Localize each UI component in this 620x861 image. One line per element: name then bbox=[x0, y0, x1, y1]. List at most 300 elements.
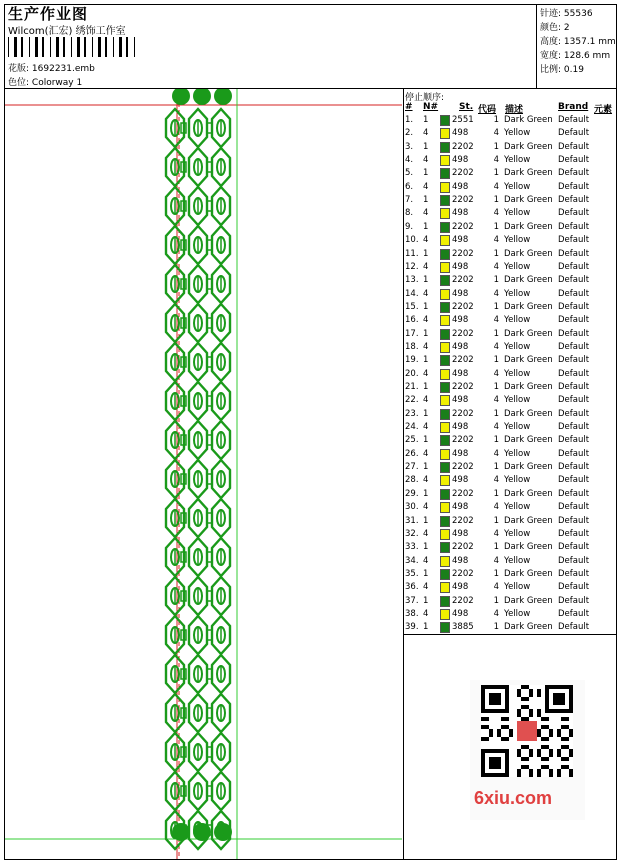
row-code: 4 bbox=[493, 502, 499, 513]
filename-label: 花版: bbox=[8, 64, 30, 74]
row-code: 1 bbox=[493, 515, 499, 526]
table-row bbox=[405, 422, 615, 435]
row-brand: Default bbox=[558, 328, 590, 339]
stat-width: 宽度: 128.6 mm bbox=[540, 51, 611, 61]
color-swatch bbox=[440, 249, 450, 260]
color-swatch bbox=[440, 502, 450, 513]
row-stitches: 498 bbox=[452, 208, 469, 219]
row-needle: 4 bbox=[423, 475, 429, 486]
row-stitches: 2202 bbox=[452, 515, 474, 526]
color-swatch bbox=[440, 529, 450, 540]
color-swatch bbox=[440, 329, 450, 340]
table-row bbox=[405, 462, 615, 475]
row-stitches: 2202 bbox=[452, 382, 474, 392]
row-description: Yellow bbox=[504, 235, 531, 246]
table-row bbox=[405, 249, 615, 262]
row-index: 17. bbox=[405, 328, 419, 339]
row-needle: 4 bbox=[423, 502, 429, 513]
row-needle: 4 bbox=[423, 368, 429, 379]
table-row bbox=[405, 302, 615, 315]
row-stitches: 2202 bbox=[452, 568, 474, 579]
row-needle: 4 bbox=[423, 261, 429, 272]
row-index: 36. bbox=[405, 582, 419, 593]
row-stitches: 498 bbox=[452, 475, 469, 486]
row-code: 4 bbox=[493, 341, 499, 352]
row-needle: 4 bbox=[423, 528, 429, 539]
color-swatch bbox=[440, 462, 450, 473]
table-row bbox=[405, 142, 615, 155]
row-code: 1 bbox=[493, 275, 499, 286]
row-brand: Default bbox=[558, 128, 590, 139]
color-swatch bbox=[440, 596, 450, 607]
table-row bbox=[405, 582, 615, 595]
row-brand: Default bbox=[558, 382, 590, 392]
row-code: 1 bbox=[493, 301, 499, 312]
color-swatch bbox=[440, 516, 450, 527]
row-needle: 1 bbox=[423, 328, 429, 339]
table-row bbox=[405, 489, 615, 502]
row-description: Dark Green bbox=[504, 275, 553, 286]
row-index: 28. bbox=[405, 475, 419, 486]
row-stitches: 2202 bbox=[452, 195, 474, 206]
table-row bbox=[405, 435, 615, 448]
row-description: Dark Green bbox=[504, 515, 553, 526]
row-description: Yellow bbox=[504, 181, 531, 192]
row-stitches: 498 bbox=[452, 502, 469, 513]
table-row bbox=[405, 208, 615, 221]
row-brand: Default bbox=[558, 168, 590, 179]
color-swatch bbox=[440, 208, 450, 219]
table-row bbox=[405, 155, 615, 168]
color-swatch bbox=[440, 302, 450, 313]
row-code: 1 bbox=[493, 568, 499, 579]
row-stitches: 498 bbox=[452, 261, 469, 272]
row-needle: 4 bbox=[423, 555, 429, 566]
row-code: 1 bbox=[493, 355, 499, 366]
row-index: 19. bbox=[405, 355, 419, 366]
col-header-num: # bbox=[405, 102, 413, 112]
stat-stitches: 针迹: 55536 bbox=[540, 9, 593, 19]
row-code: 1 bbox=[493, 542, 499, 553]
table-row bbox=[405, 449, 615, 462]
row-description: Yellow bbox=[504, 341, 531, 352]
design-preview bbox=[5, 89, 403, 859]
row-index: 37. bbox=[405, 595, 419, 606]
row-needle: 1 bbox=[423, 275, 429, 286]
row-brand: Default bbox=[558, 261, 590, 272]
row-description: Yellow bbox=[504, 315, 531, 326]
color-swatch bbox=[440, 449, 450, 460]
row-brand: Default bbox=[558, 355, 590, 366]
row-needle: 1 bbox=[423, 462, 429, 473]
row-description: Dark Green bbox=[504, 622, 553, 633]
table-row bbox=[405, 182, 615, 195]
row-description: Dark Green bbox=[504, 435, 553, 446]
table-row bbox=[405, 195, 615, 208]
row-brand: Default bbox=[558, 395, 590, 406]
row-brand: Default bbox=[558, 422, 590, 433]
row-brand: Default bbox=[558, 155, 590, 166]
row-description: Dark Green bbox=[504, 328, 553, 339]
color-swatch bbox=[440, 569, 450, 580]
row-brand: Default bbox=[558, 115, 590, 125]
row-index: 31. bbox=[405, 515, 419, 526]
design-filename bbox=[8, 61, 95, 74]
qr-card bbox=[470, 680, 585, 820]
row-stitches: 498 bbox=[452, 368, 469, 379]
row-needle: 1 bbox=[423, 195, 429, 206]
row-index: 15. bbox=[405, 301, 419, 312]
row-needle: 4 bbox=[423, 422, 429, 433]
color-swatch bbox=[440, 609, 450, 620]
row-needle: 1 bbox=[423, 301, 429, 312]
row-needle: 4 bbox=[423, 155, 429, 166]
row-code: 1 bbox=[493, 195, 499, 206]
table-row bbox=[405, 609, 615, 622]
row-index: 8. bbox=[405, 208, 414, 219]
row-stitches: 2202 bbox=[452, 595, 474, 606]
table-row bbox=[405, 569, 615, 582]
row-index: 25. bbox=[405, 435, 419, 446]
color-swatch bbox=[440, 289, 450, 300]
row-needle: 4 bbox=[423, 582, 429, 593]
row-description: Dark Green bbox=[504, 301, 553, 312]
row-needle: 4 bbox=[423, 341, 429, 352]
row-code: 4 bbox=[493, 422, 499, 433]
table-row bbox=[405, 168, 615, 181]
row-index: 4. bbox=[405, 155, 414, 166]
row-stitches: 498 bbox=[452, 608, 469, 619]
color-swatch bbox=[440, 355, 450, 366]
row-code: 4 bbox=[493, 181, 499, 192]
row-stitches: 2202 bbox=[452, 542, 474, 553]
table-row bbox=[405, 502, 615, 515]
row-code: 4 bbox=[493, 288, 499, 299]
row-description: Dark Green bbox=[504, 141, 553, 152]
table-row bbox=[405, 596, 615, 609]
colorway bbox=[8, 75, 82, 88]
table-row bbox=[405, 542, 615, 555]
row-stitches: 498 bbox=[452, 448, 469, 459]
row-description: Dark Green bbox=[504, 355, 553, 366]
table-row bbox=[405, 329, 615, 342]
table-row bbox=[405, 516, 615, 529]
row-stitches: 2202 bbox=[452, 435, 474, 446]
row-description: Dark Green bbox=[504, 168, 553, 179]
col-header-n: N# bbox=[423, 102, 439, 112]
row-code: 1 bbox=[493, 115, 499, 125]
row-index: 12. bbox=[405, 261, 419, 272]
row-brand: Default bbox=[558, 595, 590, 606]
table-row bbox=[405, 395, 615, 408]
row-stitches: 2202 bbox=[452, 328, 474, 339]
row-description: Yellow bbox=[504, 261, 531, 272]
row-description: Dark Green bbox=[504, 542, 553, 553]
row-index: 3. bbox=[405, 141, 414, 152]
row-stitches: 2202 bbox=[452, 488, 474, 499]
row-stitches: 498 bbox=[452, 315, 469, 326]
col-header-brand: Brand bbox=[558, 102, 589, 112]
table-row bbox=[405, 289, 615, 302]
row-code: 1 bbox=[493, 221, 499, 232]
row-code: 1 bbox=[493, 382, 499, 392]
row-index: 11. bbox=[405, 248, 419, 259]
row-brand: Default bbox=[558, 582, 590, 593]
row-needle: 1 bbox=[423, 141, 429, 152]
row-index: 30. bbox=[405, 502, 419, 513]
row-stitches: 498 bbox=[452, 181, 469, 192]
row-description: Dark Green bbox=[504, 488, 553, 499]
row-code: 4 bbox=[493, 448, 499, 459]
row-index: 5. bbox=[405, 168, 414, 179]
color-swatch bbox=[440, 342, 450, 353]
row-description: Yellow bbox=[504, 528, 531, 539]
table-row bbox=[405, 409, 615, 422]
row-stitches: 498 bbox=[452, 528, 469, 539]
row-code: 4 bbox=[493, 475, 499, 486]
row-needle: 1 bbox=[423, 382, 429, 392]
table-row bbox=[405, 115, 615, 128]
row-index: 32. bbox=[405, 528, 419, 539]
row-code: 1 bbox=[493, 248, 499, 259]
row-index: 13. bbox=[405, 275, 419, 286]
row-code: 4 bbox=[493, 155, 499, 166]
company-name: Wilcom(汇宏) 绣饰工作室 bbox=[8, 26, 126, 37]
row-stitches: 3885 bbox=[452, 622, 474, 633]
color-swatch bbox=[440, 369, 450, 380]
row-index: 20. bbox=[405, 368, 419, 379]
row-index: 10. bbox=[405, 235, 419, 246]
row-brand: Default bbox=[558, 528, 590, 539]
row-description: Dark Green bbox=[504, 221, 553, 232]
row-description: Dark Green bbox=[504, 195, 553, 206]
color-swatch bbox=[440, 155, 450, 166]
row-stitches: 2202 bbox=[452, 168, 474, 179]
row-index: 38. bbox=[405, 608, 419, 619]
row-stitches: 498 bbox=[452, 155, 469, 166]
table-row bbox=[405, 235, 615, 248]
table-row bbox=[405, 622, 615, 635]
row-index: 23. bbox=[405, 408, 419, 419]
row-brand: Default bbox=[558, 555, 590, 566]
row-description: Dark Green bbox=[504, 595, 553, 606]
color-swatch bbox=[440, 582, 450, 593]
row-needle: 4 bbox=[423, 208, 429, 219]
row-code: 4 bbox=[493, 555, 499, 566]
row-index: 26. bbox=[405, 448, 419, 459]
stat-colors: 颜色: 2 bbox=[540, 23, 570, 33]
color-swatch bbox=[440, 489, 450, 500]
col-header-element: 元素 bbox=[594, 105, 613, 115]
row-needle: 1 bbox=[423, 595, 429, 606]
row-description: Yellow bbox=[504, 395, 531, 406]
stops-title: 停止顺序: bbox=[405, 93, 445, 103]
row-stitches: 2202 bbox=[452, 248, 474, 259]
color-swatch bbox=[440, 422, 450, 433]
row-stitches: 498 bbox=[452, 288, 469, 299]
color-swatch bbox=[440, 382, 450, 393]
color-swatch bbox=[440, 168, 450, 179]
row-brand: Default bbox=[558, 542, 590, 553]
row-needle: 1 bbox=[423, 115, 429, 125]
row-code: 4 bbox=[493, 208, 499, 219]
row-needle: 1 bbox=[423, 515, 429, 526]
row-description: Yellow bbox=[504, 208, 531, 219]
row-description: Yellow bbox=[504, 448, 531, 459]
row-description: Yellow bbox=[504, 475, 531, 486]
row-index: 6. bbox=[405, 181, 414, 192]
table-row bbox=[405, 529, 615, 542]
row-brand: Default bbox=[558, 315, 590, 326]
row-index: 24. bbox=[405, 422, 419, 433]
row-brand: Default bbox=[558, 568, 590, 579]
embroidery-pattern bbox=[166, 89, 232, 849]
row-description: Dark Green bbox=[504, 248, 553, 259]
color-swatch bbox=[440, 556, 450, 567]
row-code: 4 bbox=[493, 608, 499, 619]
row-code: 1 bbox=[493, 408, 499, 419]
row-description: Yellow bbox=[504, 555, 531, 566]
row-description: Yellow bbox=[504, 582, 531, 593]
color-swatch bbox=[440, 475, 450, 486]
row-code: 1 bbox=[493, 595, 499, 606]
color-swatch bbox=[440, 128, 450, 139]
row-stitches: 2202 bbox=[452, 301, 474, 312]
row-needle: 1 bbox=[423, 542, 429, 553]
row-code: 4 bbox=[493, 395, 499, 406]
row-index: 21. bbox=[405, 382, 419, 392]
table-row bbox=[405, 315, 615, 328]
row-code: 4 bbox=[493, 261, 499, 272]
row-description: Dark Green bbox=[504, 408, 553, 419]
row-brand: Default bbox=[558, 475, 590, 486]
row-index: 7. bbox=[405, 195, 414, 206]
row-needle: 1 bbox=[423, 168, 429, 179]
stat-height: 高度: 1357.1 mm bbox=[540, 37, 616, 47]
row-code: 1 bbox=[493, 328, 499, 339]
row-needle: 4 bbox=[423, 448, 429, 459]
col-header-desc: 描述 bbox=[505, 105, 524, 115]
row-index: 14. bbox=[405, 288, 419, 299]
row-needle: 1 bbox=[423, 408, 429, 419]
row-index: 9. bbox=[405, 221, 414, 232]
row-brand: Default bbox=[558, 608, 590, 619]
row-code: 1 bbox=[493, 435, 499, 446]
row-brand: Default bbox=[558, 622, 590, 633]
row-stitches: 2202 bbox=[452, 355, 474, 366]
row-index: 2. bbox=[405, 128, 414, 139]
row-brand: Default bbox=[558, 288, 590, 299]
row-stitches: 498 bbox=[452, 128, 469, 139]
barcode bbox=[8, 37, 138, 57]
row-code: 4 bbox=[493, 528, 499, 539]
color-swatch bbox=[440, 315, 450, 326]
color-swatch bbox=[440, 395, 450, 406]
row-brand: Default bbox=[558, 408, 590, 419]
table-row bbox=[405, 382, 615, 395]
row-needle: 4 bbox=[423, 395, 429, 406]
row-code: 1 bbox=[493, 141, 499, 152]
row-description: Dark Green bbox=[504, 115, 553, 125]
row-stitches: 498 bbox=[452, 395, 469, 406]
table-row bbox=[405, 355, 615, 368]
row-description: Yellow bbox=[504, 608, 531, 619]
color-swatch bbox=[440, 262, 450, 273]
row-brand: Default bbox=[558, 275, 590, 286]
color-swatch bbox=[440, 275, 450, 286]
column-divider bbox=[403, 88, 404, 860]
color-swatch bbox=[440, 435, 450, 446]
row-brand: Default bbox=[558, 368, 590, 379]
color-swatch bbox=[440, 195, 450, 206]
row-description: Yellow bbox=[504, 288, 531, 299]
row-description: Yellow bbox=[504, 502, 531, 513]
row-code: 1 bbox=[493, 168, 499, 179]
row-index: 29. bbox=[405, 488, 419, 499]
row-index: 39. bbox=[405, 622, 419, 633]
row-stitches: 2202 bbox=[452, 408, 474, 419]
color-swatch bbox=[440, 542, 450, 553]
row-index: 33. bbox=[405, 542, 419, 553]
row-brand: Default bbox=[558, 515, 590, 526]
row-brand: Default bbox=[558, 181, 590, 192]
row-code: 4 bbox=[493, 582, 499, 593]
row-brand: Default bbox=[558, 248, 590, 259]
row-needle: 4 bbox=[423, 608, 429, 619]
row-code: 4 bbox=[493, 315, 499, 326]
colorway-label: 色位: bbox=[8, 78, 30, 88]
row-stitches: 2202 bbox=[452, 141, 474, 152]
table-row bbox=[405, 222, 615, 235]
row-index: 34. bbox=[405, 555, 419, 566]
row-brand: Default bbox=[558, 341, 590, 352]
table-row bbox=[405, 342, 615, 355]
row-brand: Default bbox=[558, 435, 590, 446]
row-description: Yellow bbox=[504, 422, 531, 433]
color-swatch bbox=[440, 622, 450, 633]
row-index: 27. bbox=[405, 462, 419, 473]
row-index: 18. bbox=[405, 341, 419, 352]
row-needle: 4 bbox=[423, 288, 429, 299]
row-needle: 4 bbox=[423, 235, 429, 246]
stats-divider bbox=[536, 4, 537, 88]
page-title: 生产作业图 bbox=[8, 5, 89, 23]
row-stitches: 498 bbox=[452, 422, 469, 433]
table-row bbox=[405, 369, 615, 382]
guide-lines bbox=[5, 89, 402, 859]
color-swatch bbox=[440, 409, 450, 420]
row-needle: 4 bbox=[423, 128, 429, 139]
row-needle: 1 bbox=[423, 355, 429, 366]
table-row bbox=[405, 275, 615, 288]
row-brand: Default bbox=[558, 448, 590, 459]
row-stitches: 498 bbox=[452, 555, 469, 566]
filename-value: 1692231.emb bbox=[31, 64, 95, 74]
row-brand: Default bbox=[558, 488, 590, 499]
row-index: 16. bbox=[405, 315, 419, 326]
row-description: Yellow bbox=[504, 368, 531, 379]
table-row bbox=[405, 475, 615, 488]
row-description: Yellow bbox=[504, 155, 531, 166]
color-swatch bbox=[440, 142, 450, 153]
row-index: 1. bbox=[405, 115, 414, 125]
row-code: 4 bbox=[493, 235, 499, 246]
table-row bbox=[405, 556, 615, 569]
row-brand: Default bbox=[558, 141, 590, 152]
row-description: Dark Green bbox=[504, 568, 553, 579]
color-swatch bbox=[440, 235, 450, 246]
color-swatch bbox=[440, 115, 450, 126]
